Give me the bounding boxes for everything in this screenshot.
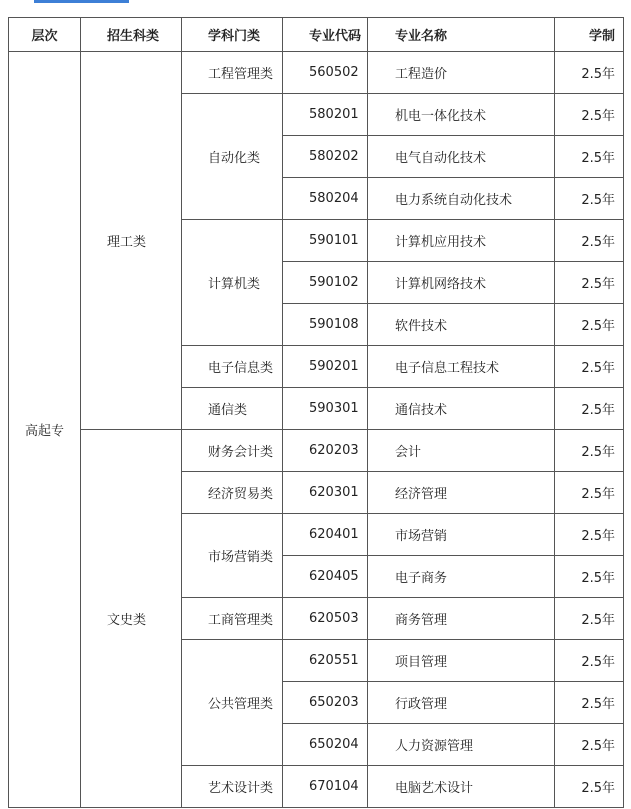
duration-cell: 2.5年	[555, 766, 624, 808]
name-cell: 市场营销	[368, 514, 555, 556]
duration-cell: 2.5年	[555, 724, 624, 766]
name-cell: 会计	[368, 430, 555, 472]
header-level: 层次	[9, 18, 81, 52]
code-cell: 590301	[283, 388, 368, 430]
code-cell: 650204	[283, 724, 368, 766]
name-cell: 人力资源管理	[368, 724, 555, 766]
level-cell: 高起专	[9, 52, 81, 808]
category-cell-arts: 文史类	[81, 430, 182, 808]
duration-cell: 2.5年	[555, 178, 624, 220]
name-cell: 计算机应用技术	[368, 220, 555, 262]
name-cell: 电子信息工程技术	[368, 346, 555, 388]
table-header-row	[9, 18, 624, 52]
table-row	[9, 52, 624, 94]
discipline-cell: 电子信息类	[182, 346, 283, 388]
code-cell: 560502	[283, 52, 368, 94]
discipline-cell: 经济贸易类	[182, 472, 283, 514]
code-cell: 580204	[283, 178, 368, 220]
discipline-cell: 市场营销类	[182, 514, 283, 598]
code-cell: 590102	[283, 262, 368, 304]
name-cell: 经济管理	[368, 472, 555, 514]
discipline-cell: 计算机类	[182, 220, 283, 346]
header-name: 专业名称	[368, 18, 555, 52]
code-cell: 590108	[283, 304, 368, 346]
name-cell: 项目管理	[368, 640, 555, 682]
duration-cell: 2.5年	[555, 598, 624, 640]
name-cell: 计算机网络技术	[368, 262, 555, 304]
duration-cell: 2.5年	[555, 388, 624, 430]
header-code: 专业代码	[283, 18, 368, 52]
duration-cell: 2.5年	[555, 220, 624, 262]
code-cell: 590101	[283, 220, 368, 262]
duration-cell: 2.5年	[555, 430, 624, 472]
duration-cell: 2.5年	[555, 556, 624, 598]
category-cell-science: 理工类	[81, 52, 182, 430]
header-category: 招生科类	[81, 18, 182, 52]
code-cell: 620301	[283, 472, 368, 514]
duration-cell: 2.5年	[555, 472, 624, 514]
code-cell: 620401	[283, 514, 368, 556]
duration-cell: 2.5年	[555, 682, 624, 724]
name-cell: 电力系统自动化技术	[368, 178, 555, 220]
name-cell: 电子商务	[368, 556, 555, 598]
duration-cell: 2.5年	[555, 640, 624, 682]
code-cell: 650203	[283, 682, 368, 724]
discipline-cell: 自动化类	[182, 94, 283, 220]
name-cell: 电脑艺术设计	[368, 766, 555, 808]
code-cell: 620503	[283, 598, 368, 640]
discipline-cell: 公共管理类	[182, 640, 283, 766]
code-cell: 620405	[283, 556, 368, 598]
duration-cell: 2.5年	[555, 304, 624, 346]
discipline-cell: 通信类	[182, 388, 283, 430]
code-cell: 580202	[283, 136, 368, 178]
duration-cell: 2.5年	[555, 262, 624, 304]
discipline-cell: 财务会计类	[182, 430, 283, 472]
duration-cell: 2.5年	[555, 52, 624, 94]
name-cell: 工程造价	[368, 52, 555, 94]
name-cell: 电气自动化技术	[368, 136, 555, 178]
code-cell: 620203	[283, 430, 368, 472]
header-duration: 学制	[555, 18, 624, 52]
duration-cell: 2.5年	[555, 514, 624, 556]
duration-cell: 2.5年	[555, 346, 624, 388]
name-cell: 商务管理	[368, 598, 555, 640]
code-cell: 670104	[283, 766, 368, 808]
discipline-cell: 艺术设计类	[182, 766, 283, 808]
top-link-underline	[34, 0, 129, 3]
discipline-cell: 工商管理类	[182, 598, 283, 640]
code-cell: 590201	[283, 346, 368, 388]
code-cell: 580201	[283, 94, 368, 136]
header-discipline: 学科门类	[182, 18, 283, 52]
name-cell: 行政管理	[368, 682, 555, 724]
name-cell: 软件技术	[368, 304, 555, 346]
name-cell: 通信技术	[368, 388, 555, 430]
duration-cell: 2.5年	[555, 94, 624, 136]
code-cell: 620551	[283, 640, 368, 682]
program-table	[8, 17, 624, 808]
discipline-cell: 工程管理类	[182, 52, 283, 94]
duration-cell: 2.5年	[555, 136, 624, 178]
table-row	[9, 430, 624, 472]
name-cell: 机电一体化技术	[368, 94, 555, 136]
